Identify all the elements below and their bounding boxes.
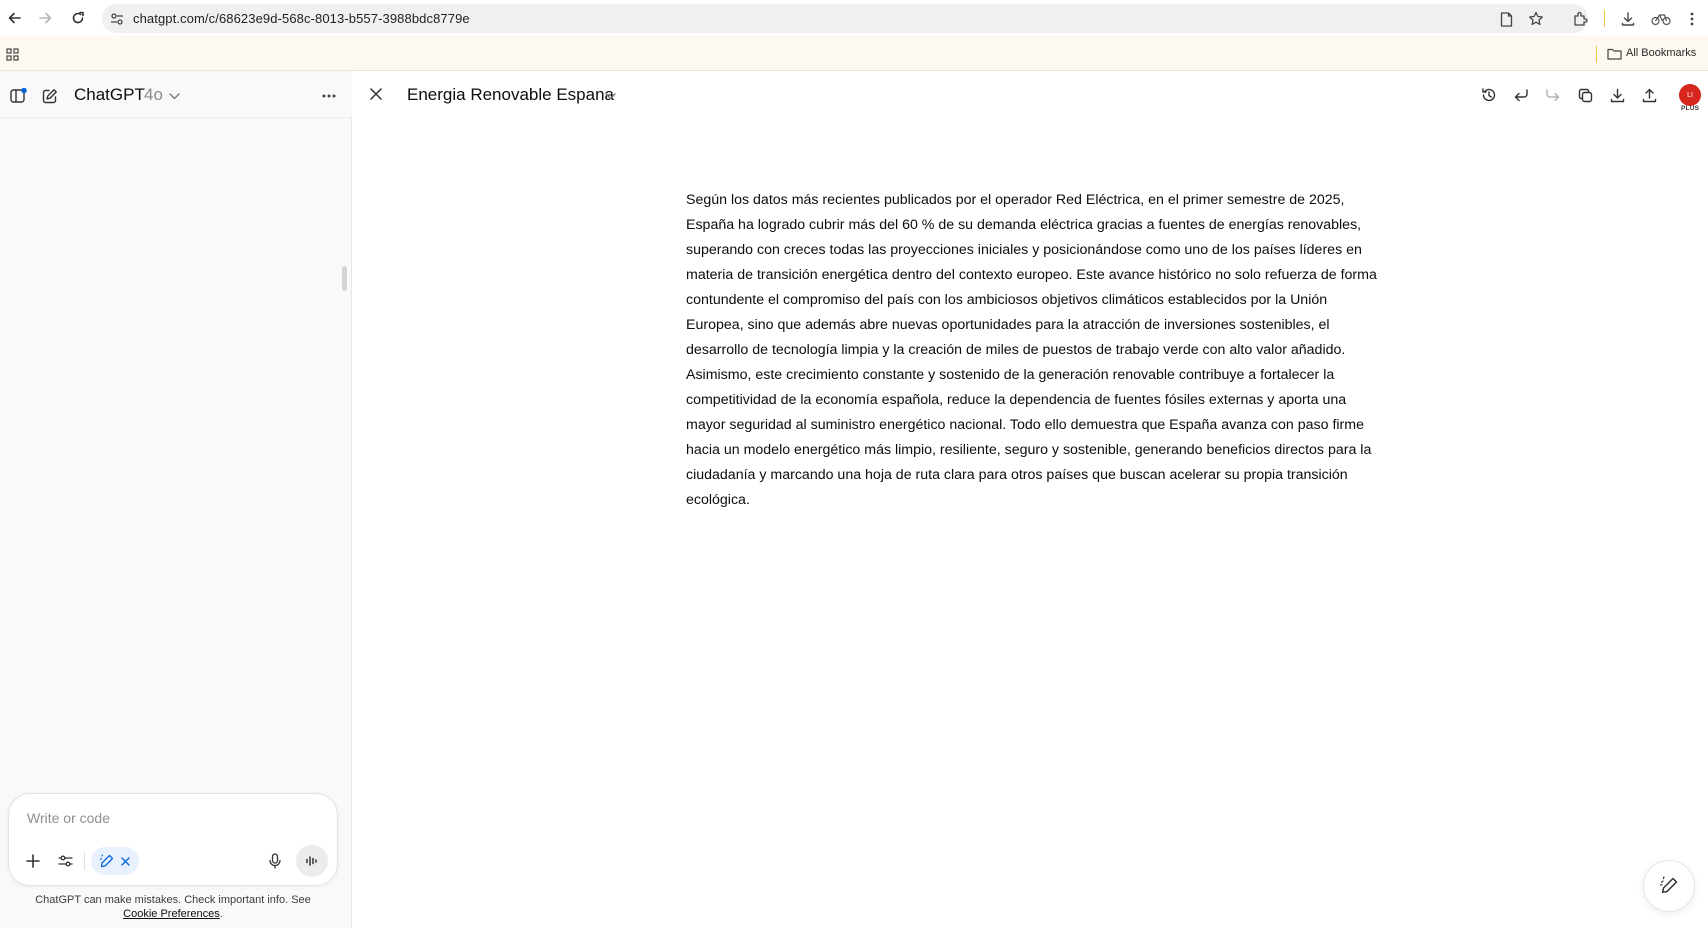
more-options-icon[interactable] [320,88,338,104]
close-canvas-icon[interactable] [368,86,384,102]
cookie-preferences-link[interactable]: Cookie Preferences [123,908,220,920]
disclaimer-text: ChatGPT can make mistakes. Check important info. See [35,894,311,906]
all-bookmarks-link[interactable]: All Bookmarks [1626,47,1697,59]
reload-icon[interactable] [69,9,87,27]
voice-mode-button[interactable] [296,845,328,877]
browser-menu-icon[interactable] [1686,10,1698,28]
document-title[interactable]: Energia Renovable Espana [407,85,614,104]
back-arrow-icon[interactable] [6,9,24,27]
plan-badge: PLUS [1681,105,1700,112]
app-title[interactable]: ChatGPT [74,85,145,104]
bookmark-star-icon[interactable] [1527,10,1545,28]
microphone-icon[interactable] [266,852,284,870]
forward-arrow-icon[interactable] [36,9,54,27]
new-chat-icon[interactable] [39,86,59,106]
downloads-icon[interactable] [1619,10,1637,28]
chevron-down-icon[interactable] [168,90,180,102]
user-avatar[interactable]: LI [1679,84,1701,106]
undo-icon[interactable] [1512,86,1530,104]
tools-sliders-icon[interactable] [57,853,73,869]
site-settings-icon[interactable] [109,11,125,27]
sidebar-resize-handle[interactable] [342,266,347,291]
apps-grid-icon[interactable] [5,47,19,61]
share-upload-icon[interactable] [1640,86,1658,104]
edit-pencil-icon [1659,876,1679,896]
composer-input[interactable]: Write or code [27,810,110,826]
remove-canvas-close-icon[interactable] [120,856,131,867]
title-chevron-down-icon[interactable] [604,90,616,102]
url-text[interactable]: chatgpt.com/c/68623e9d-568c-8013-b557-3988bdc8779e [133,11,470,26]
sidebar-toggle-icon[interactable] [8,86,28,106]
bookmarks-divider [1596,46,1597,63]
version-history-icon[interactable] [1480,86,1498,104]
redo-icon[interactable] [1544,86,1562,104]
message-composer[interactable] [8,793,338,886]
download-icon[interactable] [1608,86,1626,104]
suggest-edits-button[interactable] [1643,860,1695,912]
copy-icon[interactable] [1576,86,1594,104]
bookmarks-bar [0,36,1708,71]
extensions-icon[interactable] [1572,10,1590,28]
canvas-pencil-icon [98,853,114,869]
browser-toolbar [0,0,1708,36]
voice-waveform-icon [305,855,319,867]
document-body[interactable]: Según los datos más recientes publicados por el operador Red Eléctrica, en el primer semestre de 2025, España ha logrado cubrir más del 60 % de su demanda eléctrica gracias a fuentes de energías renovables, superando con creces todas las proyecciones iniciales y posicionándose como uno de los países líderes en materia de transición energética dentro del contexto europeo. Este avance histórico no solo refuerza de forma contundente el compromiso del país con los ambiciosos objetivos climáticos establecidos por la Unión Europea, sino que además abre nuevas oportunidades para la atracción de inversiones sostenibles, el desarrollo de tecnología limpia y la creación de miles de puestos de trabajo verde con alto valor añadido. Asimismo, este crecimiento constante y sostenido de la generación renovable contribuye a fortalecer la competitividad de la economía española, reduce la dependencia de fuentes fósiles externas y aporta una mayor seguridad al suministro energético nacional. Todo ello demuestra que España avanza con paso firme hacia un modelo energético más limpio, resiliente, seguro y sostenible, generando beneficios directos para la ciudadanía y marcando una hoja de ruta clara para otros países que buscan acelerar su propia transición ecológica. [686,192,1377,508]
model-selector[interactable]: 4o [144,85,163,104]
toolbar-divider [1604,10,1605,27]
composer-divider [84,852,85,870]
page-info-icon[interactable] [1498,11,1514,27]
folder-icon[interactable] [1606,47,1622,61]
disclaimer-note [30,893,316,921]
disclaimer-end: . [219,908,223,920]
add-attachment-icon[interactable] [25,853,41,869]
profile-bike-icon[interactable] [1650,10,1672,28]
